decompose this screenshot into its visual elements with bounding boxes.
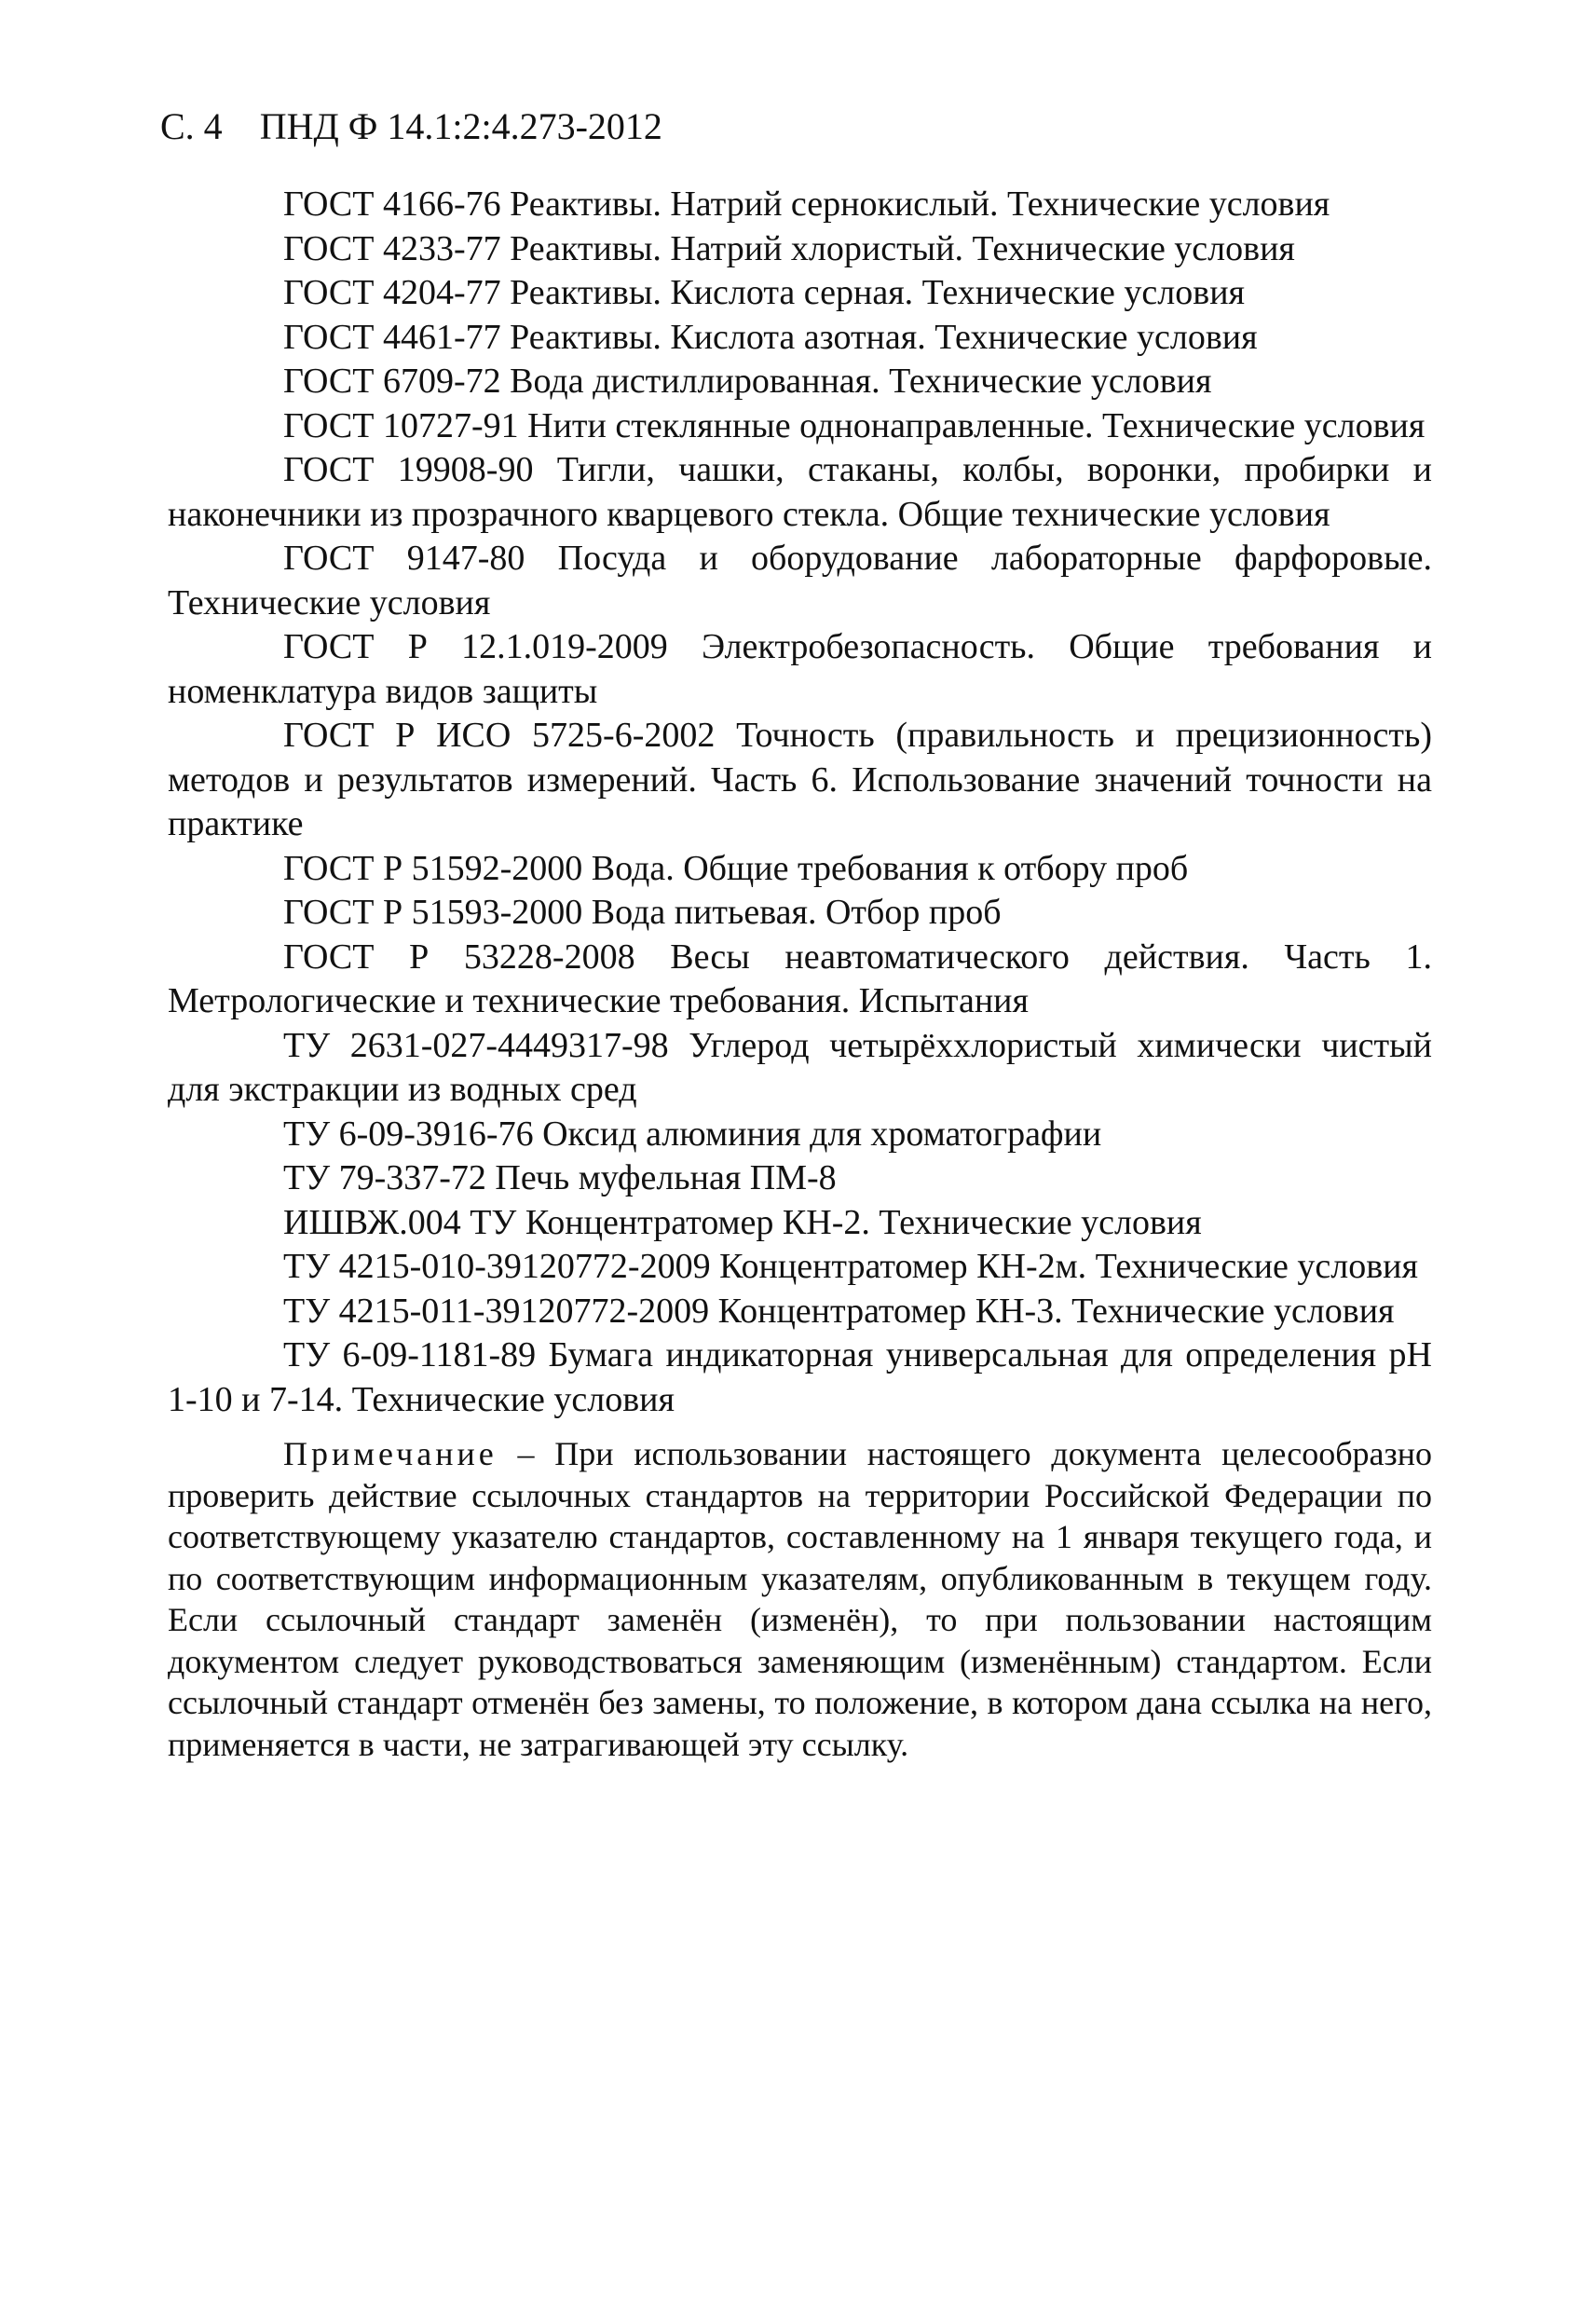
reference-item: ТУ 6-09-3916-76 Оксид алюминия для хроматографии xyxy=(283,1114,1102,1154)
reference-item: ТУ 2631-027-4449317-98 Углерод четырёххлористый химически чистый для экстракции из водных сред xyxy=(168,1025,1432,1109)
reference-item: ГОСТ Р 53228-2008 Весы неавтоматического действия. Часть 1. Метрологические и технические требования. Испытания xyxy=(168,937,1432,1020)
reference-item: ГОСТ 9147-80 Посуда и оборудование лабораторные фарфоровые. Технические условия xyxy=(168,539,1432,622)
reference-item: ТУ 6-09-1181-89 Бумага индикаторная универсальная для определения pH 1-10 и 7-14. Технические условия xyxy=(168,1335,1432,1419)
reference-item: ИШВЖ.004 ТУ Концентратомер КН-2. Технические условия xyxy=(283,1202,1202,1242)
reference-item: ТУ 4215-010-39120772-2009 Концентратомер КН-2м. Технические условия xyxy=(283,1247,1418,1286)
reference-item: ГОСТ Р 12.1.019-2009 Электробезопасность. Общие требования и номенклатура видов защиты xyxy=(168,627,1432,711)
reference-item: ГОСТ 4166-76 Реактивы. Натрий сернокислый. Технические условия xyxy=(283,185,1330,224)
reference-item: ГОСТ Р ИСО 5725-6-2002 Точность (правильность и прецизионность) методов и результатов измерений. Часть 6. Использование значений точности на практике xyxy=(168,716,1432,843)
reference-item: ГОСТ 4204-77 Реактивы. Кислота серная. Технические условия xyxy=(283,273,1246,312)
reference-item: ГОСТ Р 51593-2000 Вода питьевая. Отбор проб xyxy=(283,893,1002,932)
reference-item: ГОСТ 19908-90 Тигли, чашки, стаканы, колбы, воронки, пробирки и наконечники из прозрачного кварцевого стекла. Общие технические условия xyxy=(168,450,1432,534)
reference-item: ГОСТ Р 51592-2000 Вода. Общие требования к отбору проб xyxy=(283,848,1189,888)
reference-item: ГОСТ 4233-77 Реактивы. Натрий хлористый. Технические условия xyxy=(283,228,1295,268)
reference-item: ГОСТ 10727-91 Нити стеклянные однонаправленные. Технические условия xyxy=(283,405,1425,445)
document-code: ПНД Ф 14.1:2:4.273-2012 xyxy=(259,105,662,147)
reference-item: ТУ 4215-011-39120772-2009 Концентратомер КН-3. Технические условия xyxy=(283,1291,1395,1331)
note-label: Примечание xyxy=(283,1435,498,1472)
note-paragraph xyxy=(168,1433,1432,1765)
note-text: – При использовании настоящего документа целесообразно проверить действие ссылочных стандартов на территории Российской Федерации по соответствующему указателю стандартов, составленному на 1 января текущего года, и по соответствующим информационным указателям, опубликованным в текущем году. Если ссылочный стандарт заменён (изменён), то при пользовании настоящим документом следует руководствоваться заменяющим (изменённым) стандартом. Если ссылочный стандарт отменён без замены, то положение, в котором дана ссылка на него, применяется в части, не затрагивающей эту ссылку. xyxy=(168,1435,1432,1763)
reference-item: ТУ 79-337-72 Печь муфельная ПМ-8 xyxy=(283,1158,837,1197)
page-number: С. 4 xyxy=(160,105,223,147)
document-body xyxy=(168,183,1432,1765)
page-header xyxy=(160,104,662,149)
reference-item: ГОСТ 6709-72 Вода дистиллированная. Технические условия xyxy=(283,362,1212,401)
reference-item: ГОСТ 4461-77 Реактивы. Кислота азотная. Технические условия xyxy=(283,317,1258,357)
